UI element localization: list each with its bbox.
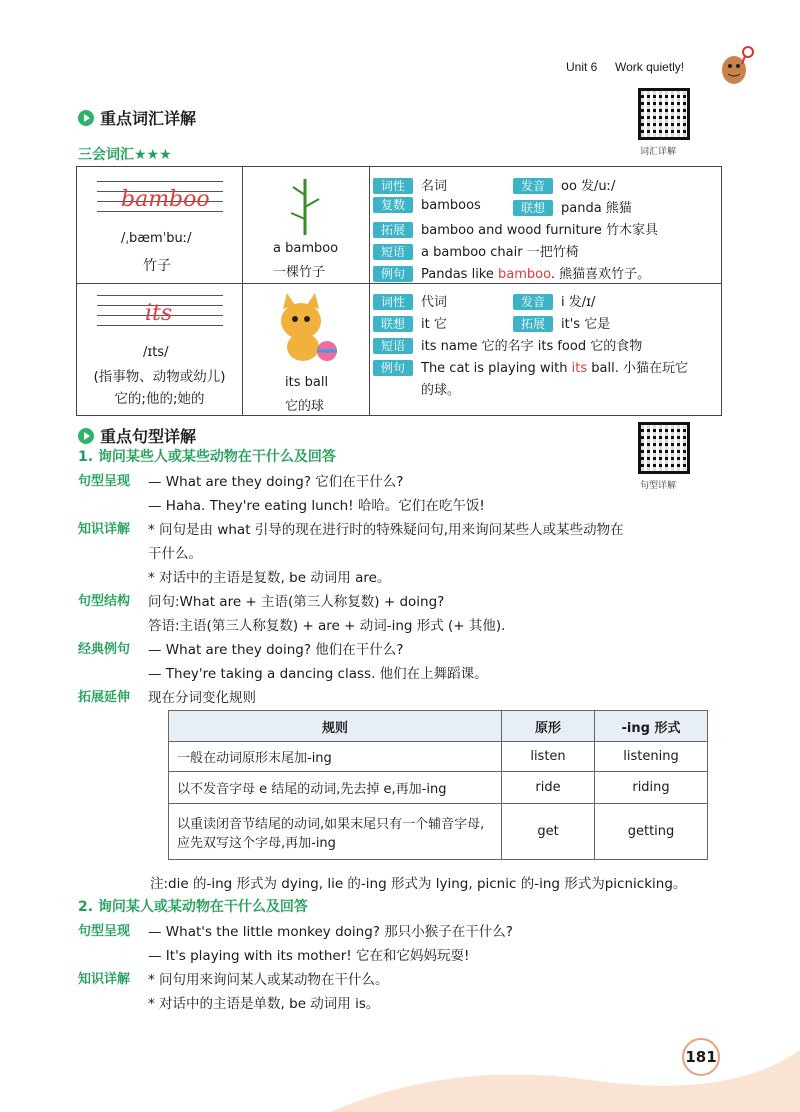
structure-line: 答语:主语(第三人称复数) + are + 动词-ing 形式 (+ 其他). bbox=[148, 618, 506, 634]
bamboo-icon bbox=[285, 177, 325, 237]
example-line: — They're taking a dancing class. 他们在上舞蹈课。 bbox=[148, 666, 488, 682]
vocab-row: 短语 a bamboo chair 一把竹椅 bbox=[373, 241, 579, 260]
vocab-row: 例句 Pandas like bamboo. 熊猫喜欢竹子。 bbox=[373, 263, 650, 282]
tag-detail: 知识详解 bbox=[78, 972, 131, 987]
word-bamboo: bamboo bbox=[121, 187, 210, 212]
vocab-row: 词性 代词 bbox=[373, 291, 447, 310]
detail-line: * 问句用来询问某人或某动物在干什么。 bbox=[148, 972, 389, 988]
vocab-table bbox=[76, 166, 722, 416]
vocab-row: 拓展 bamboo and wood furniture 竹木家具 bbox=[373, 219, 658, 238]
pic-caption-en: its ball bbox=[285, 375, 329, 390]
play-bullet-icon bbox=[78, 428, 94, 444]
pic-caption-zh: 一棵竹子 bbox=[273, 265, 326, 280]
detail-line: * 对话中的主语是单数, be 动词用 is。 bbox=[148, 996, 380, 1012]
section-vocab-subtitle: 三会词汇★★★ bbox=[78, 147, 172, 163]
table-row: 以重读闭音节结尾的动词,如果末尾只有一个辅音字母,应先双写这个字母,再加-ing get getting bbox=[169, 804, 708, 860]
word-its: its bbox=[145, 301, 173, 326]
table-header: 原形 bbox=[502, 711, 595, 742]
meaning: 竹子 bbox=[143, 258, 171, 274]
tag-present: 句型呈现 bbox=[78, 924, 131, 939]
pattern-2-heading: 2. 询问某人或某动物在干什么及回答 bbox=[78, 899, 308, 915]
note-line: 注:die 的-ing 形式为 dying, lie 的-ing 形式为 lying, picnic 的-ing 形式为picnicking。 bbox=[150, 876, 687, 892]
vocab-row: 发音 i 发/ɪ/ bbox=[513, 291, 595, 310]
dialog-line: — Haha. They're eating lunch! 哈哈。它们在吃午饭! bbox=[148, 498, 485, 514]
pic-caption-en: a bamboo bbox=[273, 241, 339, 256]
vocab-row-cont: 的球。 bbox=[421, 383, 461, 398]
tag-structure: 句型结构 bbox=[78, 594, 131, 609]
structure-line: 问句:What are + 主语(第三人称复数) + doing? bbox=[148, 594, 445, 610]
detail-line: * 问句是由 what 引导的现在进行时的特殊疑问句,用来询问某些人或某些动物在 bbox=[148, 522, 624, 538]
mascot-icon bbox=[718, 44, 754, 88]
vocab-row: 发音 oo 发/uː/ bbox=[513, 175, 615, 194]
vocab-row: 联想 it 它 bbox=[373, 313, 447, 332]
ing-rules-table bbox=[168, 710, 708, 860]
table-row: 一般在动词原形末尾加-ing listen listening bbox=[169, 742, 708, 772]
unit-label: Unit 6 bbox=[566, 60, 598, 74]
pic-caption-zh: 它的球 bbox=[285, 399, 325, 414]
vocab-row: 短语 its name 它的名字 its food 它的食物 bbox=[373, 335, 642, 354]
footer-wave-decoration bbox=[330, 1040, 800, 1112]
tag-detail: 知识详解 bbox=[78, 522, 131, 537]
qr-caption-sentence: 句型详解 bbox=[640, 481, 677, 491]
page-number: 181 bbox=[682, 1038, 720, 1076]
vocab-row: 复数 bamboos bbox=[373, 197, 481, 213]
table-row: 以不发音字母 e 结尾的动词,先去掉 e,再加-ing ride riding bbox=[169, 772, 708, 804]
phonetic: /ɪts/ bbox=[143, 345, 169, 360]
example-line: — What are they doing? 他们在干什么? bbox=[148, 642, 404, 658]
cat-with-ball-icon bbox=[269, 291, 345, 367]
table-header: 规则 bbox=[169, 711, 502, 742]
phonetic: /ˌbæmˈbuː/ bbox=[121, 231, 192, 246]
detail-line: 干什么。 bbox=[148, 546, 202, 562]
detail-line: * 对话中的主语是复数, be 动词用 are。 bbox=[148, 570, 391, 586]
section-vocab-title: 重点词汇详解 bbox=[78, 106, 196, 129]
section-sentence-title: 重点句型详解 bbox=[78, 424, 196, 447]
vocab-row: 例句 The cat is playing with its ball. 小猫在玩它 bbox=[373, 357, 688, 376]
dialog-line: — It's playing with its mother! 它在和它妈妈玩耍! bbox=[148, 948, 470, 964]
meaning: (指事物、动物或幼儿) bbox=[93, 369, 226, 385]
dialog-line: — What's the little monkey doing? 那只小猴子在干什么? bbox=[148, 924, 513, 940]
tag-present: 句型呈现 bbox=[78, 474, 131, 489]
play-bullet-icon bbox=[78, 110, 94, 126]
vocab-row: 联想 panda 熊猫 bbox=[513, 197, 632, 216]
unit-title: Work quietly! bbox=[615, 60, 685, 74]
dialog-line: — What are they doing? 它们在干什么? bbox=[148, 474, 404, 490]
meaning-2: 它的;他的;她的 bbox=[114, 391, 205, 407]
table-header: -ing 形式 bbox=[595, 711, 708, 742]
qr-caption-vocab: 词汇详解 bbox=[640, 147, 677, 157]
qr-code-sentence[interactable] bbox=[638, 422, 690, 474]
qr-code-vocab[interactable] bbox=[638, 88, 690, 140]
vocab-row: 词性 名词 bbox=[373, 175, 447, 194]
tag-extend: 拓展延伸 bbox=[78, 690, 131, 705]
vocab-row: 拓展 it's 它是 bbox=[513, 313, 610, 332]
tag-example: 经典例句 bbox=[78, 642, 131, 657]
extend-line: 现在分词变化规则 bbox=[148, 690, 256, 706]
pattern-1-heading: 1. 询问某些人或某些动物在干什么及回答 bbox=[78, 449, 336, 465]
